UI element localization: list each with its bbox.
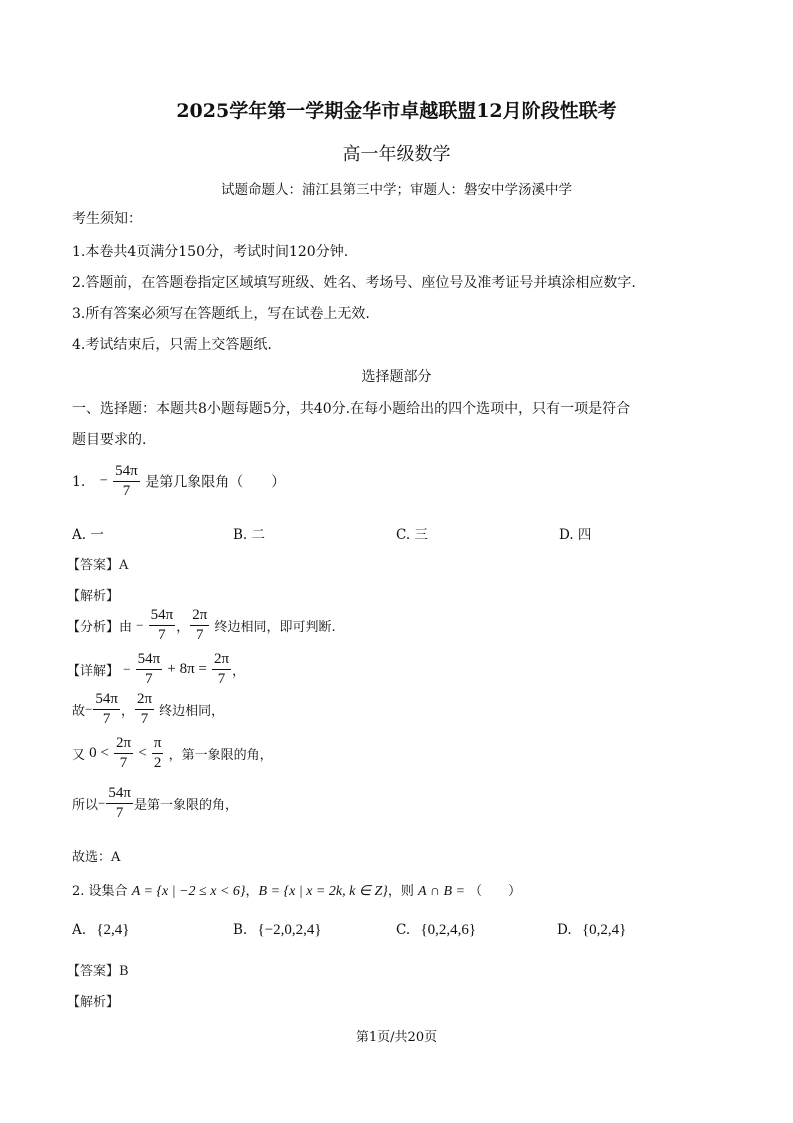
fraction-denominator: 7: [115, 805, 124, 821]
comma: ，: [245, 883, 259, 898]
q1-stem: [72, 464, 285, 499]
q1-option-d: D. 四: [559, 527, 592, 543]
option-label: A.: [72, 922, 87, 938]
fraction-denominator: 7: [122, 483, 131, 499]
notice-item: 3.所有答案必须写在答题纸上，写在试卷上无效.: [72, 306, 370, 322]
page-footer: 第1页/共20页: [355, 1030, 438, 1045]
suoyi-prefix: 所以: [72, 798, 99, 813]
q1-stem-tail: 是第几象限角（ ）: [145, 474, 286, 491]
q2-stem-prefix: 设集合: [88, 884, 128, 899]
option-label: B.: [233, 922, 248, 938]
q1-suoyi: [72, 786, 238, 821]
q1-choose: 故选：A: [72, 850, 121, 865]
fraction-denominator: 7: [145, 671, 153, 687]
fraction-numerator: 2π: [114, 736, 133, 754]
fraction-denominator: 7: [158, 627, 166, 643]
gu-tail: 终边相同，: [159, 704, 225, 719]
fraction-54pi-7: [106, 786, 133, 821]
q1-answer: 【答案】A: [67, 558, 129, 573]
q2-analysis-label: 【解析】: [67, 995, 120, 1010]
notice-item: 1.本卷共4页满分150分，考试时间120分钟.: [72, 244, 349, 260]
fraction-54pi-7: [149, 608, 176, 643]
fraction-numerator: 54π: [93, 692, 120, 710]
section-title: 选择题部分: [361, 369, 432, 385]
fraction-pi-2: [152, 736, 164, 771]
set-b: B = {x | x = 2k, k ∈ Z}: [258, 884, 388, 899]
q2-answer: 【答案】B: [67, 964, 129, 979]
exam-authors: 试题命题人：浦江县第三中学；审题人：磐安中学汤溪中学: [221, 182, 572, 198]
fraction-2pi-7: [212, 652, 231, 687]
fraction-numerator: 54π: [136, 652, 163, 670]
zero-less-than: 0 <: [89, 745, 109, 761]
q2-stem-mid: ，则: [387, 884, 414, 899]
q1-option-b: B. 二: [233, 527, 266, 543]
you-prefix: 又: [72, 748, 86, 763]
fraction-2pi-7: [114, 736, 133, 771]
minus-sign: −: [85, 701, 93, 717]
set-a: A = {x | −2 ≤ x < 6}: [131, 884, 246, 899]
option-value: {0,2,4}: [581, 922, 627, 938]
intersection: A ∩ B =: [418, 884, 465, 899]
option-value: {0,2,4,6}: [420, 922, 477, 938]
section-intro: 一、选择题：本题共8小题每题5分，共40分.在每小题给出的四个选项中，只有一项是符合: [72, 401, 631, 417]
notice-item: 2.答题前，在答题卷指定区域填写班级、姓名、考场号、座位号及准考证号并填涂相应数字.: [72, 275, 636, 291]
q1-you: [72, 736, 273, 771]
fraction-numerator: 54π: [106, 786, 133, 804]
notice-heading: 考生须知：: [72, 211, 142, 227]
q2-number: 2.: [72, 884, 85, 899]
fraction-denominator: 2: [153, 755, 162, 771]
you-tail: ，第一象限的角，: [168, 748, 273, 763]
gu-prefix: 故: [72, 704, 86, 719]
less-than: <: [138, 745, 147, 761]
fraction-numerator: 2π: [135, 692, 154, 710]
q2-stem: [72, 880, 521, 900]
comma: ，: [120, 703, 134, 718]
fraction-denominator: 7: [196, 627, 204, 643]
minus-sign: −: [98, 795, 106, 811]
fraction-numerator: 54π: [113, 464, 140, 482]
fraction-denominator: 7: [102, 711, 111, 727]
q1-analysis-label: 【解析】: [67, 589, 120, 604]
exam-title: 2025学年第一学期金华市卓越联盟12月阶段性联考: [176, 100, 617, 122]
suoyi-tail: 是第一象限的角，: [133, 798, 238, 813]
q2-option-c: [396, 922, 476, 939]
notice-item: 4.考试结束后，只需上交答题纸.: [72, 337, 272, 353]
fraction-2pi-7: [190, 608, 209, 643]
q2-option-b: [233, 922, 322, 939]
fraction-numerator: 2π: [190, 608, 209, 626]
fraction-denominator: 7: [119, 755, 128, 771]
fraction-2pi-7: [135, 692, 154, 727]
q1-number: 1.: [72, 473, 86, 490]
q2-stem-tail: （ ）: [469, 884, 522, 899]
q1-option-c: C. 三: [396, 527, 428, 543]
section-intro-cont: 题目要求的.: [72, 432, 147, 448]
minus-sign: −: [99, 473, 108, 489]
q2-option-d: [557, 922, 626, 939]
fraction-numerator: 2π: [212, 652, 231, 670]
minus-sign: −: [136, 617, 144, 633]
fraction-denominator: 7: [140, 711, 149, 727]
q2-option-a: [72, 922, 130, 939]
q1-option-a: A. 一: [72, 527, 104, 543]
fraction-numerator: 54π: [149, 608, 176, 626]
comma: ，: [232, 663, 246, 678]
fraction-54pi-7: [136, 652, 163, 687]
exam-subtitle: 高一年级数学: [342, 144, 451, 165]
detail-prefix: 【详解】: [67, 664, 120, 679]
fraction-denominator: 7: [217, 671, 226, 687]
fraction-54pi-7: [93, 692, 120, 727]
option-label: C.: [396, 922, 411, 938]
detail-plus-8pi: + 8π =: [167, 661, 207, 677]
minus-sign: −: [123, 661, 131, 677]
q1-detail: [67, 652, 245, 687]
fenxi-tail: 终边相同，即可判断.: [214, 620, 336, 635]
option-label: D.: [557, 922, 572, 938]
fenxi-prefix: 【分析】由: [67, 620, 133, 635]
option-value: {2,4}: [96, 922, 130, 938]
q1-fenxi: [67, 608, 336, 643]
q1-gu: [72, 692, 224, 727]
fraction-numerator: π: [152, 736, 164, 754]
comma: ，: [176, 619, 190, 634]
option-value: {−2,0,2,4}: [257, 922, 322, 938]
fraction-54pi-7: [113, 464, 140, 499]
